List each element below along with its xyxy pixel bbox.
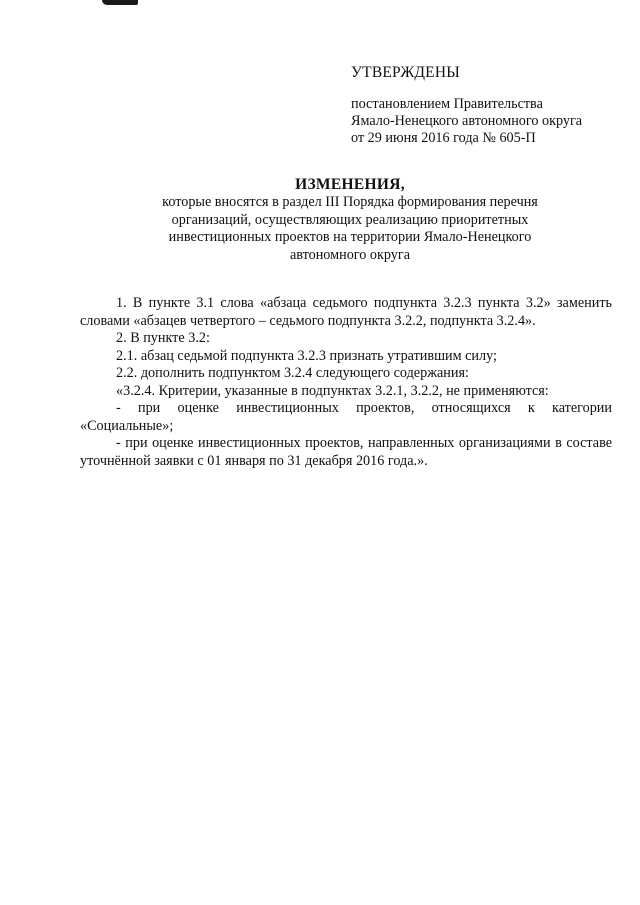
scan-artifact (102, 0, 138, 5)
approval-title: УТВЕРЖДЕНЫ (351, 64, 460, 81)
paragraph-item-2: 2. В пункте 3.2: (116, 330, 210, 346)
paragraph-bullet-social: - при оценке инвестиционных проектов, относящихся к категории «Социальные»; (80, 400, 612, 434)
approval-line-date: от 29 июня 2016 года № 605-П (351, 130, 536, 146)
paragraph-item-2-1: 2.1. абзац седьмой подпункта 3.2.3 признать утратившим силу; (116, 347, 497, 364)
document-subtitle-line: которые вносятся в раздел III Порядка формирования перечня (162, 194, 538, 210)
paragraph-bullet-updated-application: - при оценке инвестиционных проектов, направленных организациями в составе уточнённой заявки с 01 января по 31 декабря 2016 года.». (80, 435, 612, 469)
document-heading (80, 176, 620, 264)
approval-line-resolution: постановлением Правительства (351, 96, 543, 112)
paragraph-item-1: 1. В пункте 3.1 слова «абзаца седьмого подпункта 3.2.3 пункта 3.2» заменить словами «абзацев четвертого – седьмого подпункта 3.2.2, подпункта 3.2.4». (80, 295, 612, 329)
document-title: ИЗМЕНЕНИЯ, (295, 176, 405, 193)
approval-block (351, 64, 621, 147)
document-subtitle-line: автономного округа (289, 246, 411, 263)
paragraph-item-2-2: 2.2. дополнить подпунктом 3.2.4 следующего содержания: (116, 365, 469, 381)
document-body (80, 295, 612, 470)
paragraph-criteria: «3.2.4. Критерии, указанные в подпунктах 3.2.1, 3.2.2, не применяются: (116, 382, 549, 399)
document-subtitle-line: инвестиционных проектов на территории Ямало-Ненецкого (168, 229, 532, 245)
approval-line-region: Ямало-Ненецкого автономного округа (351, 113, 583, 129)
document-subtitle-line: организаций, осуществляющих реализацию приоритетных (171, 211, 529, 228)
